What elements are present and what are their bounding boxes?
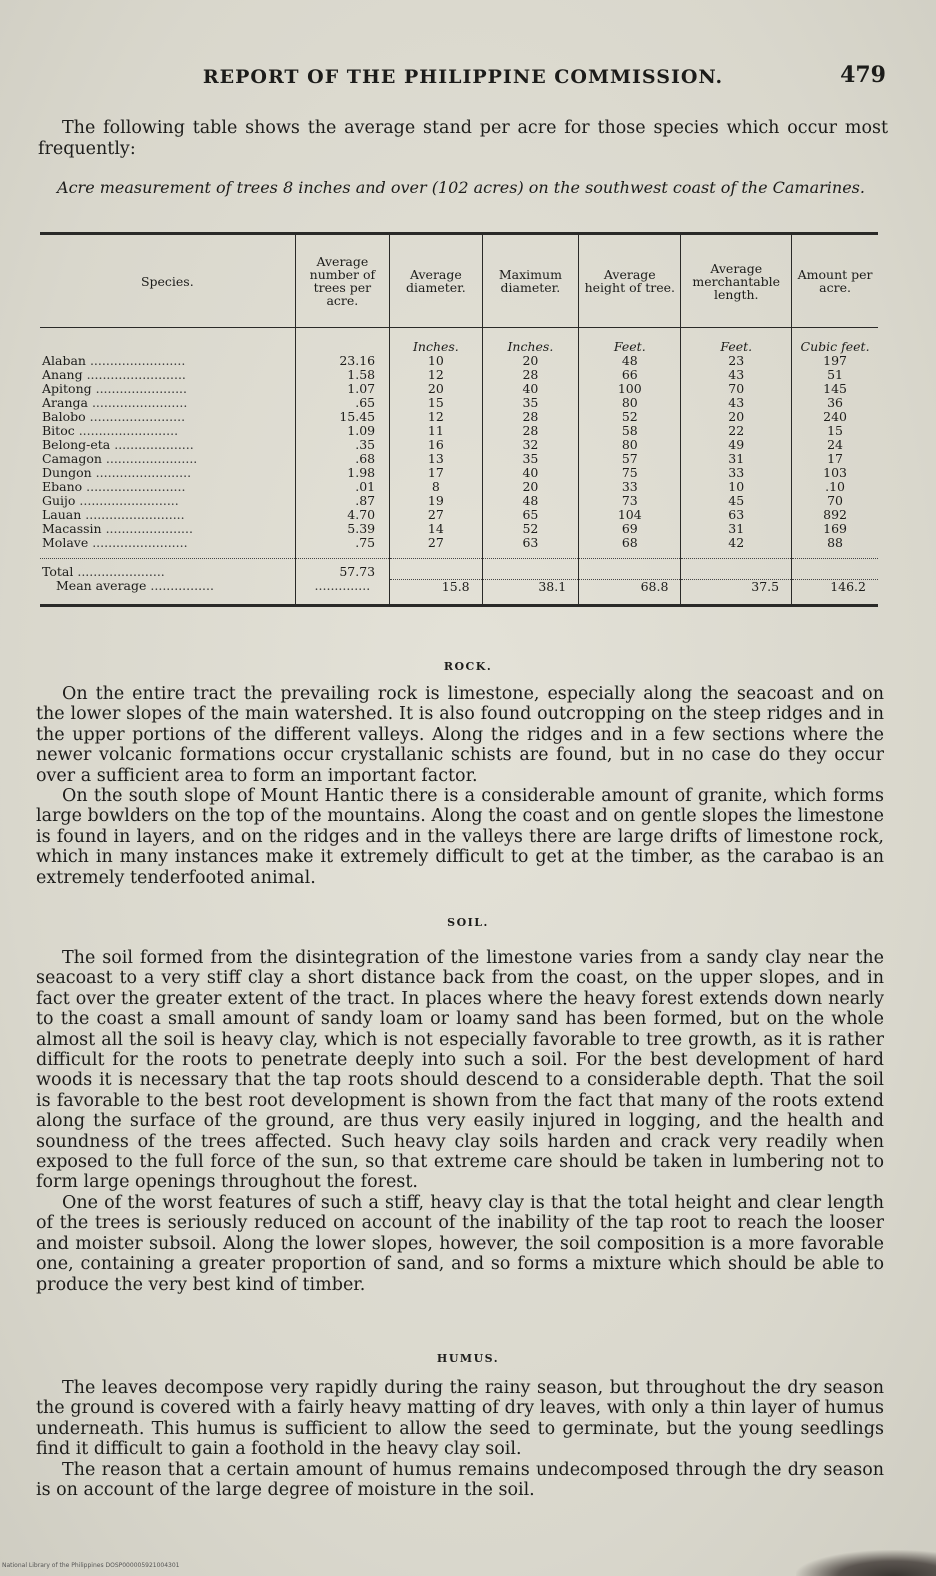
species-name: Belong-eta <box>42 437 111 452</box>
mean-value: 38.1 <box>482 579 579 605</box>
empty-cell <box>792 559 878 580</box>
value-cell: 36 <box>792 396 878 410</box>
unit-cell: Inches. <box>390 328 483 355</box>
value-cell: 28 <box>482 410 579 424</box>
value-cell: 1.07 <box>295 382 389 396</box>
value-cell: 80 <box>579 438 681 452</box>
value-cell: 17 <box>792 452 878 466</box>
value-cell: 12 <box>390 410 483 424</box>
header-avg-diameter: Average diameter. <box>390 234 483 328</box>
table-row <box>40 368 878 382</box>
value-cell: 32 <box>482 438 579 452</box>
empty-cell <box>390 559 483 580</box>
value-cell: 169 <box>792 522 878 536</box>
header-avg-height: Average height of tree. <box>579 234 681 328</box>
species-name: Aranga <box>42 395 88 410</box>
leader-dots: ......................... <box>74 423 179 438</box>
value-cell: 100 <box>579 382 681 396</box>
value-cell: 20 <box>390 382 483 396</box>
table-caption: Acre measurement of trees 8 inches and over (102 acres) on the southwest coast of the Camarines. <box>57 178 865 197</box>
leader-dots: ........................ <box>85 409 186 424</box>
unit-cell <box>295 328 389 355</box>
table-row <box>40 424 878 438</box>
value-cell: 73 <box>579 494 681 508</box>
value-cell: 49 <box>681 438 792 452</box>
total-value: 57.73 <box>295 559 389 580</box>
species-name-cell <box>40 494 295 508</box>
value-cell: 1.98 <box>295 466 389 480</box>
page-number: 479 <box>840 62 886 88</box>
leader-dots: ......................... <box>81 507 185 522</box>
soil-paragraph-1: The soil formed from the disintegration of the limestone varies from a sandy clay near the seacoast to a very stiff clay a short distance back from the coast, on the upper slopes, and in fact over the greater extent of the tract. In places where the heavy forest extends down nearly to the coast a small amount of sandy loam or loamy sand has been formed, but on the whole almost all the soil is heavy clay, which is not especially favorable to tree growth, as it is rather difficult for the roots to penetrate deeply into such a soil. For the best development of hard woods it is necessary that the tap roots should descend to a considerable depth. That the soil is favorable to the best root development is shown from the fact that many of the roots extend along the surface of the ground, are thus very easily injured in logging, and the health and soundness of the trees affected. Such heavy clay soils harden and crack very readily when exposed to the full force of the sun, so that extreme care should be taken in lumbering not to form large openings throughout the forest. <box>36 948 884 1193</box>
value-cell: 10 <box>681 480 792 494</box>
table-row <box>40 396 878 410</box>
table-header-row <box>40 234 878 328</box>
table-row <box>40 480 878 494</box>
leader-dots: ........................ <box>88 535 188 550</box>
mean-value: 146.2 <box>792 579 878 605</box>
value-cell: 20 <box>482 354 579 368</box>
species-name-cell <box>40 466 295 480</box>
value-cell: 10 <box>390 354 483 368</box>
leader-dots: ...................... <box>73 564 165 579</box>
leader-dots: ........................ <box>87 395 188 410</box>
value-cell: 48 <box>482 494 579 508</box>
scan-footer: National Library of the Philippines DOSP000005921004301 <box>2 1562 180 1569</box>
leader-dots: ......................... <box>75 493 179 508</box>
empty-cell <box>579 559 681 580</box>
humus-heading: HUMUS. <box>436 1352 500 1365</box>
value-cell: 240 <box>792 410 878 424</box>
species-name: Lauan <box>42 507 82 522</box>
value-cell: 28 <box>482 424 579 438</box>
page-header <box>40 62 886 92</box>
soil-heading: SOIL. <box>447 916 489 929</box>
value-cell: .10 <box>792 480 878 494</box>
value-cell: 45 <box>681 494 792 508</box>
species-name-cell <box>40 410 295 424</box>
soil-section <box>36 948 884 1295</box>
value-cell: 12 <box>390 368 483 382</box>
value-cell: 892 <box>792 508 878 522</box>
species-name: Guijo <box>42 493 76 508</box>
value-cell: 145 <box>792 382 878 396</box>
value-cell: .87 <box>295 494 389 508</box>
value-cell: .75 <box>295 536 389 559</box>
value-cell: 13 <box>390 452 483 466</box>
species-name-cell <box>40 396 295 410</box>
leader-dots: ......................... <box>82 367 186 382</box>
species-name: Camagon <box>42 451 102 466</box>
value-cell: 51 <box>792 368 878 382</box>
value-cell: 197 <box>792 354 878 368</box>
value-cell: 88 <box>792 536 878 559</box>
total-label: Total <box>42 564 74 579</box>
table-row <box>40 410 878 424</box>
species-name-cell <box>40 368 295 382</box>
species-name-cell <box>40 354 295 368</box>
table-row <box>40 354 878 368</box>
rock-heading: ROCK. <box>443 660 493 673</box>
humus-paragraph-1: The leaves decompose very rapidly during the rainy season, but throughout the dry season the ground is covered with a fairly heavy matting of dry leaves, with only a thin layer of humus underneath. This humus is sufficient to allow the seed to germinate, but the young seedlings find it difficult to gain a foothold in the heavy clay soil. <box>36 1378 884 1460</box>
table-row <box>40 494 878 508</box>
species-name-cell <box>40 452 295 466</box>
rock-paragraph-2: On the south slope of Mount Hantic there is a considerable amount of granite, which forms large bowlders on the top of the mountains. Along the coast and on gentle slopes the limestone is found in layers, and on the ridges and in the valleys there are large drifts of limestone rock, which in many instances make it extremely difficult to get at the timber, as the carabao is an extremely tenderfooted animal. <box>36 786 884 888</box>
value-cell: 103 <box>792 466 878 480</box>
value-cell: 57 <box>579 452 681 466</box>
value-cell: 23.16 <box>295 354 389 368</box>
value-cell: 4.70 <box>295 508 389 522</box>
mean-dots-cell: .............. <box>295 579 389 605</box>
empty-cell <box>681 559 792 580</box>
species-name-cell <box>40 424 295 438</box>
species-name-cell <box>40 438 295 452</box>
species-name: Anang <box>42 367 83 382</box>
value-cell: .35 <box>295 438 389 452</box>
unit-cell: Inches. <box>482 328 579 355</box>
value-cell: 16 <box>390 438 483 452</box>
species-name-cell <box>40 522 295 536</box>
value-cell: 15 <box>792 424 878 438</box>
value-cell: 104 <box>579 508 681 522</box>
value-cell: 42 <box>681 536 792 559</box>
value-cell: 43 <box>681 396 792 410</box>
value-cell: 43 <box>681 368 792 382</box>
species-name-cell <box>40 508 295 522</box>
value-cell: 20 <box>482 480 579 494</box>
header-merchantable-length: Average merchantable length. <box>681 234 792 328</box>
value-cell: 31 <box>681 452 792 466</box>
rock-section <box>36 684 884 888</box>
value-cell: 35 <box>482 396 579 410</box>
species-name: Apitong <box>42 381 92 396</box>
soil-paragraph-2: One of the worst features of such a stiff, heavy clay is that the total height and clear length of the trees is seriously reduced on account of the inability of the tap root to reach the looser and moister subsoil. Along the lower slopes, however, the soil composition is a more favorable one, containing a greater proportion of sand, and so forms a mixture which should be able to produce the very best kind of timber. <box>36 1192 884 1295</box>
humus-paragraph-2: The reason that a certain amount of humus remains undecomposed through the dry season is on account of the large degree of moisture in the soil. <box>36 1459 884 1501</box>
leader-dots: ........................ <box>91 465 192 480</box>
total-row <box>40 559 878 580</box>
rock-paragraph-1: On the entire tract the prevailing rock is limestone, especially along the seacoast and on the lower slopes of the main watershed. It is also found outcropping on the steep ridges and in the upper portions of the different valleys. Along the ridges and in a few sections where the newer volcanic formations occur crystallanic schists are found, but in no case do they occur over a sufficient area to form an important factor. <box>36 684 884 786</box>
value-cell: 52 <box>482 522 579 536</box>
header-avg-number: Average number of trees per acre. <box>295 234 389 328</box>
table-row <box>40 536 878 559</box>
species-name: Bitoc <box>42 423 75 438</box>
value-cell: 33 <box>579 480 681 494</box>
value-cell: 17 <box>390 466 483 480</box>
table-row <box>40 382 878 396</box>
species-name-cell <box>40 536 295 559</box>
value-cell: 63 <box>482 536 579 559</box>
value-cell: 80 <box>579 396 681 410</box>
value-cell: 68 <box>579 536 681 559</box>
species-stand-table <box>40 232 878 607</box>
unit-cell <box>40 328 295 355</box>
intro-paragraph: The following table shows the average stand per acre for those species which occur most frequently: <box>38 118 888 159</box>
table-row <box>40 466 878 480</box>
header-species: Species. <box>40 234 295 328</box>
value-cell: 52 <box>579 410 681 424</box>
species-name: Macassin <box>42 521 102 536</box>
value-cell: 19 <box>390 494 483 508</box>
species-name: Molave <box>42 535 89 550</box>
value-cell: 63 <box>681 508 792 522</box>
unit-cell: Feet. <box>579 328 681 355</box>
leader-dots: ...................... <box>101 521 193 536</box>
value-cell: 75 <box>579 466 681 480</box>
table-row <box>40 508 878 522</box>
unit-cell: Feet. <box>681 328 792 355</box>
value-cell: 33 <box>681 466 792 480</box>
leader-dots: ................ <box>146 578 214 594</box>
humus-section <box>36 1378 884 1500</box>
running-title: REPORT OF THE PHILIPPINE COMMISSION. <box>202 66 724 88</box>
value-cell: 28 <box>482 368 579 382</box>
total-label-cell <box>40 559 295 580</box>
leader-dots: .................... <box>110 437 194 452</box>
value-cell: .01 <box>295 480 389 494</box>
value-cell: 1.58 <box>295 368 389 382</box>
header-max-diameter: Maximum diameter. <box>482 234 579 328</box>
value-cell: 69 <box>579 522 681 536</box>
value-cell: 24 <box>792 438 878 452</box>
value-cell: 65 <box>482 508 579 522</box>
scanner-thumb-shadow <box>796 1550 936 1576</box>
table-row <box>40 522 878 536</box>
value-cell: 11 <box>390 424 483 438</box>
value-cell: 70 <box>681 382 792 396</box>
species-name-cell <box>40 480 295 494</box>
value-cell: 31 <box>681 522 792 536</box>
empty-cell <box>482 559 579 580</box>
value-cell: 66 <box>579 368 681 382</box>
value-cell: 27 <box>390 536 483 559</box>
value-cell: 40 <box>482 466 579 480</box>
value-cell: 40 <box>482 382 579 396</box>
table-row <box>40 452 878 466</box>
unit-cell: Cubic feet. <box>792 328 878 355</box>
leader-dots: ........................ <box>85 353 186 368</box>
species-name: Balobo <box>42 409 86 424</box>
value-cell: .65 <box>295 396 389 410</box>
value-cell: 70 <box>792 494 878 508</box>
mean-label: Mean average <box>56 578 147 594</box>
table-body <box>40 328 878 606</box>
mean-value: 68.8 <box>579 579 681 605</box>
value-cell: 8 <box>390 480 483 494</box>
table-row <box>40 438 878 452</box>
species-name: Ebano <box>42 479 83 494</box>
species-name-cell <box>40 382 295 396</box>
value-cell: 48 <box>579 354 681 368</box>
value-cell: 14 <box>390 522 483 536</box>
species-name: Alaban <box>42 353 86 368</box>
value-cell: 27 <box>390 508 483 522</box>
mean-value: 15.8 <box>390 579 483 605</box>
value-cell: 20 <box>681 410 792 424</box>
value-cell: 23 <box>681 354 792 368</box>
value-cell: 5.39 <box>295 522 389 536</box>
value-cell: 15.45 <box>295 410 389 424</box>
mean-label-cell <box>40 579 295 605</box>
leader-dots: ......................... <box>82 479 186 494</box>
leader-dots: ....................... <box>91 381 188 396</box>
mean-row <box>40 579 878 605</box>
value-cell: .68 <box>295 452 389 466</box>
species-name: Dungon <box>42 465 92 480</box>
mean-value: 37.5 <box>681 579 792 605</box>
value-cell: 58 <box>579 424 681 438</box>
value-cell: 35 <box>482 452 579 466</box>
header-amount: Amount per acre. <box>792 234 878 328</box>
value-cell: 1.09 <box>295 424 389 438</box>
units-row <box>40 328 878 355</box>
leader-dots: ....................... <box>101 451 198 466</box>
value-cell: 15 <box>390 396 483 410</box>
value-cell: 22 <box>681 424 792 438</box>
